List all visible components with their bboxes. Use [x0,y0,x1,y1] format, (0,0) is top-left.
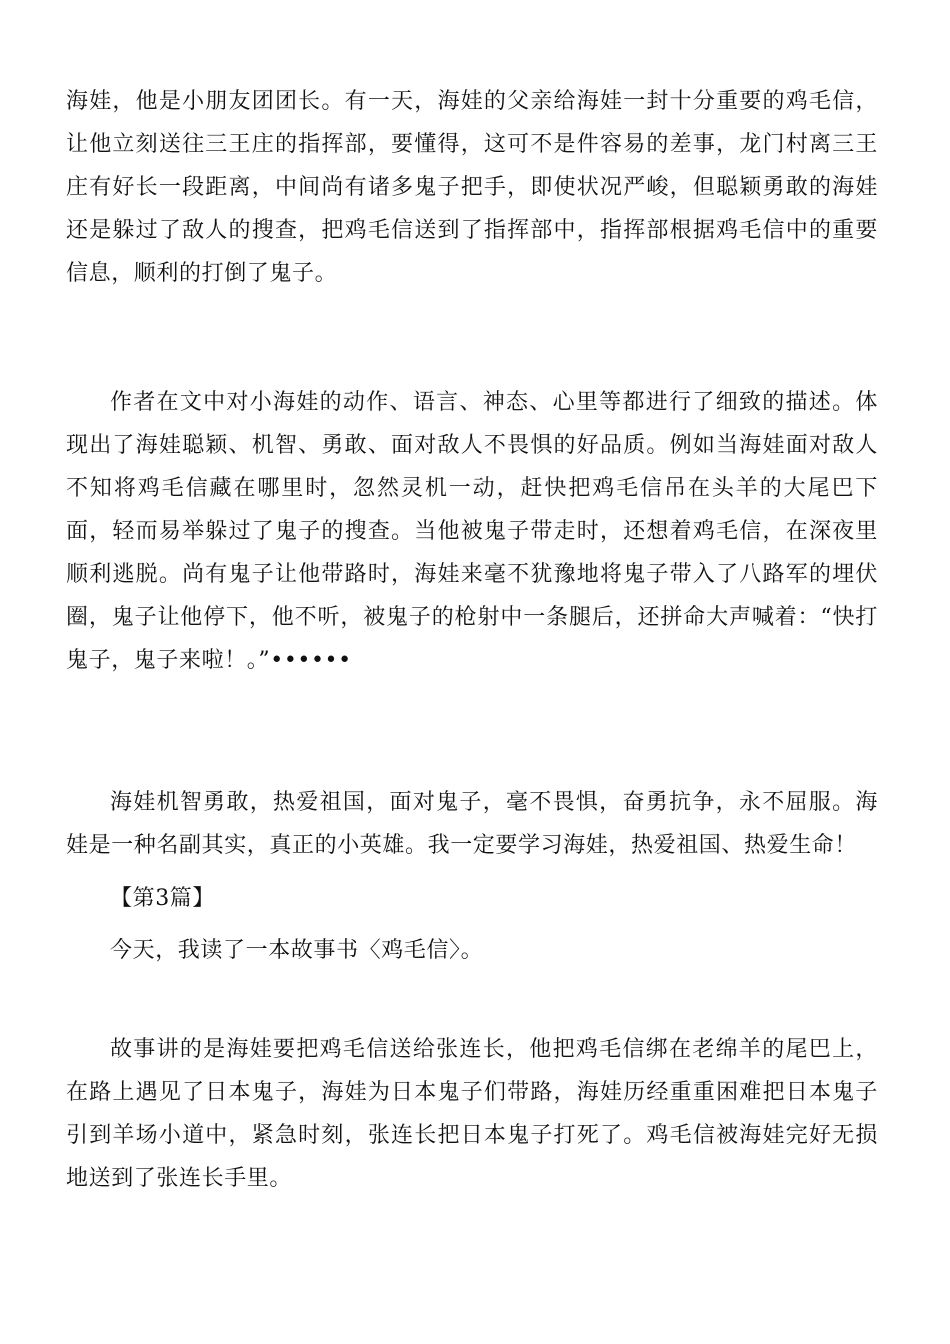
paragraph-2: 作者在文中对小海娃的动作、语言、神态、心里等都进行了细致的描述。体现出了海娃聪颖、机智、勇敢、面对敌人不畏惧的好品质。例如当海娃面对敌人不知将鸡毛信藏在哪里时，忽然灵机一动，赶快把鸡毛信吊在头羊的大尾巴下面，轻而易举躲过了鬼子的搜查。当他被鬼子带走时，还想着鸡毛信，在深夜里顺利逃脱。尚有鬼子让他带路时，海娃来毫不犹豫地将鬼子带入了八路军的埋伏圈，鬼子让他停下，他不听，被鬼子的枪射中一条腿后，还拼命大声喊着：“快打鬼子，鬼子来啦！。”•••••• [66,390,878,673]
paragraph-1: 海娃，他是小朋友团团长。有一天，海娃的父亲给海娃一封十分重要的鸡毛信，让他立刻送往三王庄的指挥部，要懂得，这可不是件容易的差事，龙门村离三王庄有好长一段距离，中间尚有诸多鬼子把手，即使状况严峻，但聪颖勇敢的海娃还是躲过了敌人的搜查，把鸡毛信送到了指挥部中，指挥部根据鸡毛信中的重要信息，顺利的打倒了鬼子。 [66,89,878,286]
section-paragraph-2: 故事讲的是海娃要把鸡毛信送给张连长，他把鸡毛信绑在老绵羊的尾巴上，在路上遇见了日本鬼子，海娃为日本鬼子们带路，海娃历经重重困难把日本鬼子引到羊场小道中，紧急时刻，张连长把日本鬼子打死了。鸡毛信被海娃完好无损地送到了张连长手里。 [66,1037,878,1191]
section-heading: 【第3篇】 [110,886,215,911]
paragraph-3: 海娃机智勇敢，热爱祖国，面对鬼子，毫不畏惧，奋勇抗争，永不屈服。海娃是一种名副其实，真正的小英雄。我一定要学习海娃，热爱祖国、热爱生命！ [66,790,878,858]
section-paragraph-1: 今天，我读了一本故事书〈鸡毛信〉。 [110,938,484,963]
